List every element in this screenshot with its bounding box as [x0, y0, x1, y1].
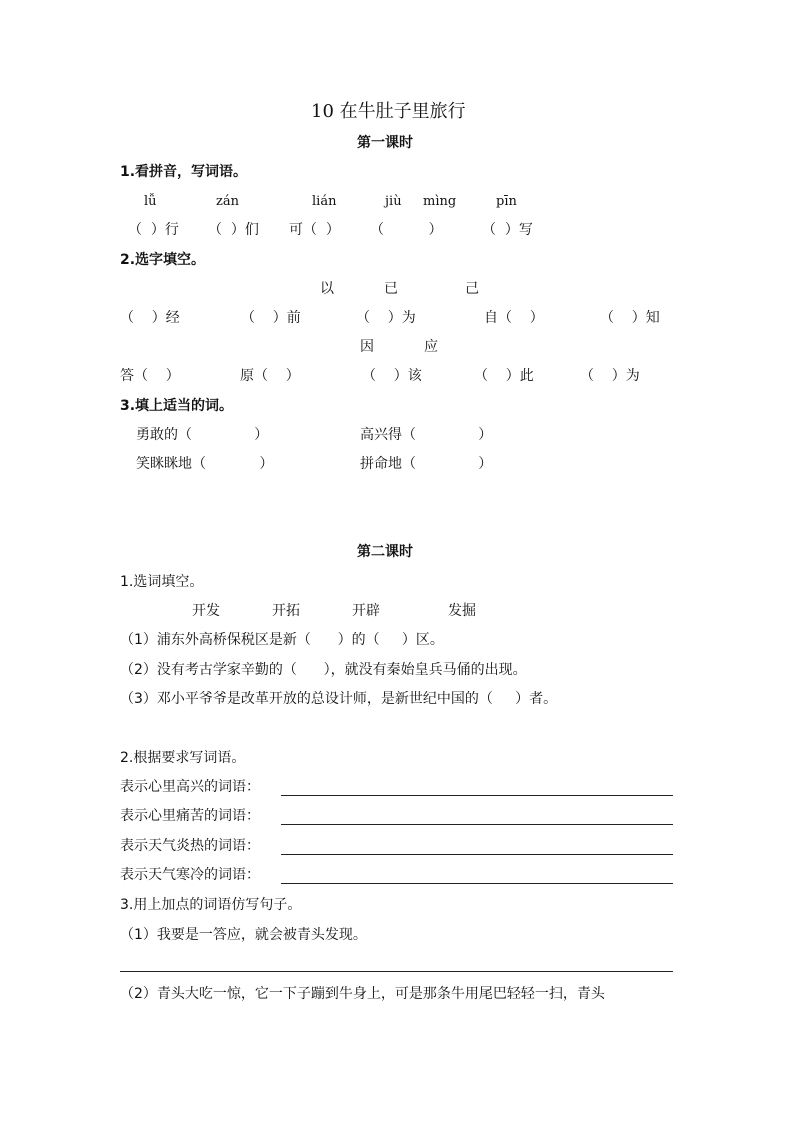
char-yin: 因	[360, 339, 374, 355]
fill-xiaomimi[interactable]: 笑眯眯地（ ）	[136, 456, 274, 472]
blank-pin-xie[interactable]: （ ）写	[482, 222, 533, 238]
answer-line-hot[interactable]	[281, 854, 673, 855]
option-kaipi: 开辟	[352, 603, 380, 619]
char-ying: 应	[424, 339, 438, 355]
option-kaifa: 开发	[192, 603, 220, 619]
blank-lv-xing[interactable]: （ ）行	[128, 222, 179, 238]
l2-q2-label: 2.根据要求写词语。	[120, 750, 246, 766]
prompt-pain: 表示心里痛苦的词语：	[120, 808, 260, 824]
fill-yonggan[interactable]: 勇敢的（ ）	[136, 427, 269, 443]
pinyin-pin: pīn	[496, 194, 517, 209]
prompt-cold: 表示天气寒冷的词语：	[120, 867, 260, 883]
prompt-happy: 表示心里高兴的词语：	[120, 779, 260, 795]
blank-jiu-ming[interactable]: （ ）	[370, 222, 443, 238]
fill-gaoxing[interactable]: 高兴得（ ）	[360, 427, 493, 443]
pinyin-zan: zán	[216, 194, 239, 209]
answer-line-pain[interactable]	[281, 824, 673, 825]
prompt-hot: 表示天气炎热的词语：	[120, 838, 260, 854]
char-ji: 己	[465, 281, 479, 297]
blank-yiwei[interactable]: （ ）为	[356, 310, 416, 326]
blank-zan-men[interactable]: （ ）们	[208, 222, 259, 238]
pinyin-ming: mìng	[423, 194, 457, 209]
char-yi-1: 以	[320, 281, 334, 297]
l1-q3-label: 3.填上适当的词。	[120, 398, 234, 414]
blank-zhi[interactable]: （ ）知	[600, 310, 660, 326]
sentence-3[interactable]: （3）邓小平爷爷是改革开放的总设计师，是新世纪中国的（ ）者。	[120, 691, 558, 707]
option-kaituo: 开拓	[272, 603, 300, 619]
pinyin-lian: lián	[312, 194, 337, 209]
l2-q1-label: 1.选词填空。	[120, 574, 204, 590]
blank-yinci[interactable]: （ ）此	[474, 368, 534, 384]
sentence-1[interactable]: （1）浦东外高桥保税区是新（ ）的（ ）区。	[120, 632, 444, 648]
l1-q2-label: 2.选字填空。	[120, 252, 206, 268]
sentence-2[interactable]: （2）没有考古学家辛勤的（ ），就没有秦始皇兵马俑的出现。	[120, 662, 527, 678]
blank-ke-lian[interactable]: 可（ ）	[289, 222, 340, 238]
blank-yinwei[interactable]: （ ）为	[580, 368, 640, 384]
pinyin-lv: lǚ	[144, 194, 157, 209]
blank-daying[interactable]: 答（ ）	[120, 368, 180, 384]
blank-yiqian[interactable]: （ ）前	[241, 310, 301, 326]
blank-yuanyin[interactable]: 原（ ）	[240, 368, 300, 384]
l2-q3-label: 3.用上加点的词语仿写句子。	[120, 897, 302, 913]
worksheet-title: 10 在牛肚子里旅行	[311, 101, 466, 122]
option-fajue: 发掘	[448, 603, 476, 619]
char-yi-2: 已	[384, 281, 398, 297]
answer-line-cold[interactable]	[281, 883, 673, 884]
answer-line-s1[interactable]	[120, 971, 673, 972]
fill-pinming[interactable]: 拼命地（ ）	[360, 456, 493, 472]
lesson1-heading: 第一课时	[357, 135, 413, 151]
example-sentence-2: （2）青头大吃一惊，它一下子蹦到牛身上，可是那条牛用尾巴轻轻一扫，青头	[120, 986, 605, 1002]
answer-line-happy[interactable]	[281, 795, 673, 796]
l1-q1-label: 1.看拼音，写词语。	[120, 164, 248, 180]
example-sentence-1: （1）我要是一答应，就会被青头发现。	[120, 927, 367, 943]
blank-yijing[interactable]: （ ）经	[120, 310, 180, 326]
lesson2-heading: 第二课时	[357, 544, 413, 560]
pinyin-jiu: jiù	[385, 194, 402, 209]
blank-yinggai[interactable]: （ ）该	[362, 368, 422, 384]
blank-ziji[interactable]: 自（ ）	[484, 310, 544, 326]
